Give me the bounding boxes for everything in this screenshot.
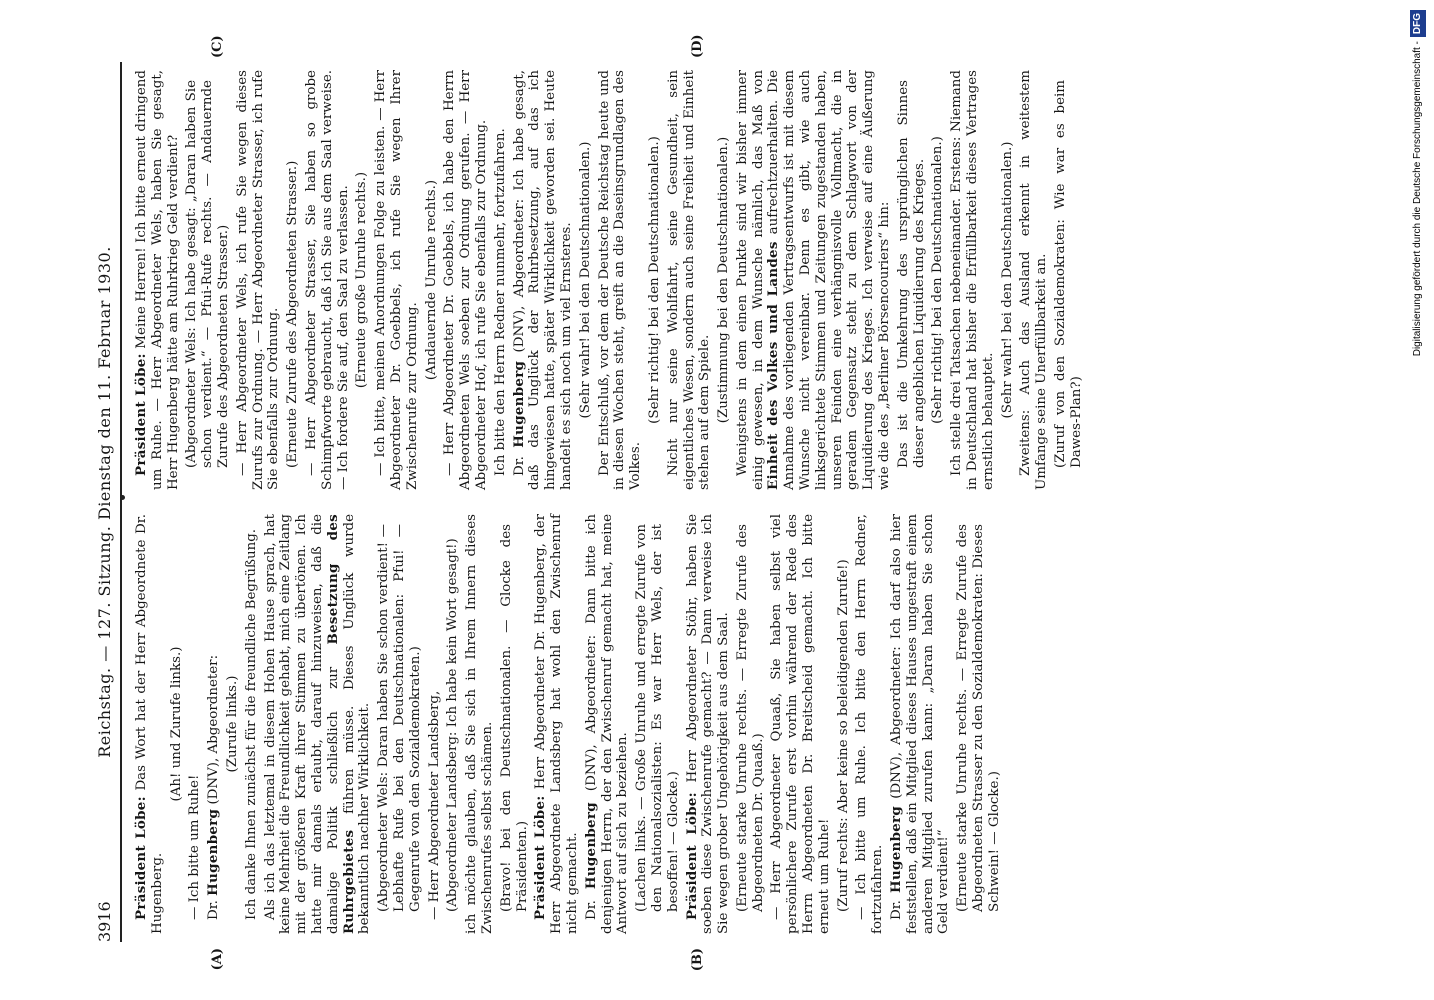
left-column-paragraph: (Zurufe links.) <box>224 675 240 773</box>
left-column-paragraph: Dr. Hugenberg (DNV), Abgeordneter: Dann bitte ich denjenigen Herrn, der den Zwischenruf gemacht hat, meine Antwort auf sich zu beziehen. <box>582 514 631 934</box>
ornament-dot <box>120 495 125 500</box>
right-column-paragraph: (Sehr wahr! bei den Deutschnationalen.) <box>999 141 1015 419</box>
funding-text: Digitalisierung gefördert durch die Deutsche Forschungsgemeinschaft - <box>1412 41 1423 357</box>
right-column-paragraph: Der Entschluß, vor dem der Deutsche Reichstag heute und in diesen Wochen steht, greift an die Daseinsgrundlagen des Volkes. <box>596 70 644 490</box>
right-column-paragraph: (Erneute große Unruhe rechts.) <box>354 171 370 389</box>
right-column-paragraph: Ich bitte den Herrn Redner nunmehr, fortzufahren. <box>492 128 508 476</box>
left-column-paragraph: Ich danke Ihnen zunächst für die freundliche Begrüßung. <box>243 528 259 920</box>
left-column-paragraph: (Erneute starke Unruhe rechts. — Erregte Zurufe des Abgeordneten Strasser zu den Sozialdemokraten: Dieses Schwein! — Glocke.) <box>955 524 1002 912</box>
right-column <box>134 70 1088 490</box>
left-column-paragraph: — Ich bitte um Ruhe! <box>187 774 203 920</box>
left-column-paragraph: — Herr Abgeordneter Landsberg, <box>426 690 442 920</box>
left-column-paragraph: Präsident Löbe: Herr Abgeordneter Stöhr, haben Sie soeben diese Zwischenrufe gemacht? — Dann verweise ich Sie wegen grober Ungehörigkeit aus dem Saal. <box>683 514 732 934</box>
right-column-paragraph: — Herr Abgeordneter Dr. Goebbels, ich habe den Herrn Abgeordneten Wels soeben zur Ordnung gerufen. — Herr Abgeordneter Hof, ich rufe Sie ebenfalls zur Ordnung. <box>442 70 489 490</box>
left-column-paragraph: — Ich bitte um Ruhe. Ich bitte den Herrn Redner, fortzufahren. <box>854 514 886 934</box>
right-column-paragraph: (Sehr richtig! bei den Deutschnationalen.) <box>646 136 662 424</box>
margin-marker-a: (A) <box>210 948 225 971</box>
right-column-paragraph: (Zustimmung bei den Deutschnationalen.) <box>716 136 732 424</box>
right-column-paragraph: — Herr Abgeordneter Wels, ich rufe Sie wegen dieses Zurufs zur Ordnung. — Herr Abgeordneter Strasser, ich rufe Sie ebenfalls zur Ordnung. <box>234 70 282 490</box>
right-column-paragraph: Ich stelle drei Tatsachen nebeneinander. Erstens: Niemand in Deutschland hat bisher die Erfüllbarkeit dieses Vertrages ernstlich behauptet. <box>949 70 996 490</box>
left-column-paragraph: Dr. Hugenberg (DNV), Abgeordneter: <box>205 654 222 920</box>
left-column-paragraph: Präsident Löbe: Herr Abgeordneter Dr. Hugenberg, der Herr Abgeordnete Landsberg hat wohl den Zwischenruf nicht gemacht. <box>532 514 580 934</box>
dfg-logo: DFG <box>1410 10 1426 37</box>
right-column-paragraph: Wenigstens in dem einen Punkte sind wir bisher immer einig gewesen, in dem Wunsche nämlich, das Maß von Einheit des Volkes und Landes aufrechtzuerhalten. Die Annahme des vorliegenden Vertragsentwurfs ist mit diesem Wunsche nicht vereinbar. Denn es gibt, wie auch linksgerichtete Stimmen und Zeitungen zugestanden haben, unseren Feinden eine verhängnisvolle Vollmacht, die in geradem Gegensatz steht zu dem Schlagwort von der Liquidierung des Krieges. Ich verweise auf eine Äußerung wie die des „Berliner Börsencouriers“ hin: <box>734 70 893 490</box>
left-column-paragraph: (Erneute starke Unruhe rechts. — Erregte Zurufe des Abgeordneten Dr. Quaaß.) <box>734 524 766 912</box>
margin-marker-b: (B) <box>690 948 705 972</box>
funding-note <box>1410 10 1426 990</box>
right-column-paragraph: — Herr Abgeordneter Strasser, Sie haben so grobe Schimpfworte gebraucht, daß ich Sie aus dem Saal verweise. — Ich fordere Sie auf, den Saal zu verlassen. <box>303 70 351 490</box>
page-title: Reichstag. — 127. Sitzung. Dienstag den 11. Februar 1930. <box>95 246 114 758</box>
left-column-paragraph: (Bravo! bei den Deutschnationalen. — Glocke des Präsidenten.) <box>498 524 530 912</box>
left-column-paragraph: (Zuruf rechts: Aber keine so beleidigenden Zurufe!) <box>835 559 851 912</box>
left-column <box>134 514 1006 934</box>
right-column-paragraph: (Sehr wahr! bei den Deutschnationalen.) <box>577 141 593 419</box>
left-column-paragraph: ich möchte glauben, daß Sie sich in Ihrem Innern dieses Zwischenrufes selbst schämen. <box>464 514 495 934</box>
page-number: 3916 <box>95 901 114 942</box>
document-page <box>90 34 1320 972</box>
right-column-paragraph: (Sehr richtig! bei den Deutschnationalen.) <box>930 136 946 424</box>
right-column-paragraph: (Erneute Zurufe des Abgeordneten Strasser.) <box>285 160 301 468</box>
right-column-paragraph: Dr. Hugenberg (DNV), Abgeordneter: Ich habe gesagt, daß das Unglück der Ruhrbesetzung, auf das ich hingewiesen hatte, später Wirklichkeit geworden sei. Heute handelt es sich noch um viel Ernsteres. <box>510 70 574 490</box>
margin-marker-d: (D) <box>690 34 705 58</box>
right-column-paragraph: (Zuruf von den Sozialdemokraten: Wie war es beim Dawes-Plan?) <box>1053 80 1084 468</box>
right-column-paragraph: — Ich bitte, meinen Anordnungen Folge zu leisten. — Herr Abgeordneter Dr. Goebbels, ich rufe Sie wegen Ihrer Zwischenrufe zur Ordnung. <box>373 70 420 490</box>
right-column-paragraph: Nicht nur seine Wohlfahrt, seine Gesundheit, sein eigentliches Wesen, sondern auch seine Freiheit und Einheit stehen auf dem Spiele. <box>665 70 713 490</box>
right-column-paragraph: Das ist die Umkehrung des ursprünglichen Sinnes dieser angeblichen Liquidierung des Krieges. <box>895 80 927 468</box>
left-column-paragraph: — Herr Abgeordneter Quaaß, Sie haben selbst viel persönlichere Zurufe erst vorhin während der Rede des Herrn Abgeordneten Dr. Breitscheid gemacht. Ich bitte erneut um Ruhe! <box>769 514 832 934</box>
right-column-paragraph: (Abgeordneter Wels: Ich habe gesagt: „Daran haben Sie schon verdient.“ — Pfui-Rufe rechts. — Andauernde Zurufe des Abgeordneten Strasser.) <box>184 80 231 468</box>
left-column-paragraph: (Abgeordneter Wels: Daran haben Sie schon verdient! — Lebhafte Rufe bei den Deutschnationalen: Pfui! — Gegenrufe von den Sozialdemokraten.) <box>376 524 423 912</box>
left-column-paragraph: (Ah! und Zurufe links.) <box>168 646 184 802</box>
left-column-paragraph: Präsident Löbe: Das Wort hat der Herr Abgeordnete Dr. Hugenberg. <box>133 514 165 934</box>
right-column-paragraph: (Andauernde Unruhe rechts.) <box>423 179 439 381</box>
left-column-paragraph: Dr. Hugenberg (DNV), Abgeordneter: Ich darf also hier feststellen, daß ein Mitglied dieses Hauses ungestraft einem anderen Mitglied zurufen kann: „Daran haben Sie schon Geld verdient!“ <box>888 514 952 934</box>
left-column-paragraph: (Lachen links. — Große Unruhe und erregte Zurufe von den Nationalsozialisten: Es war Herr Wels, der ist besoffen! — Glocke.) <box>634 524 681 912</box>
left-column-paragraph: (Abgeordneter Landsberg: Ich habe kein Wort gesagt!) <box>445 538 461 912</box>
margin-marker-c: (C) <box>210 35 225 58</box>
left-column-paragraph: Als ich das letztemal in diesem Hohen Hause sprach, hat keine Mehrheit die Freundlichkeit gehabt, mich eine Zeitlang mit der größeren Kraft ihrer Stimmen zu übertönen. Ich hatte mir damals erlaubt, darauf hinzuweisen, daß die damalige Politik schließlich zur Besetzung des Ruhrgebietes führen müsse. Dieses Unglück wurde bekanntlich nachher Wirklichkeit. <box>262 514 373 934</box>
page-header <box>90 62 122 942</box>
right-column-paragraph: Präsident Löbe: Meine Herren! Ich bitte erneut dringend um Ruhe. — Herr Abgeordneter Wels, haben Sie gesagt, Herr Hugenberg hätte am Ruhrkrieg Geld verdient? <box>133 70 181 490</box>
sidebar-credit <box>1410 10 1426 990</box>
right-column-paragraph: Zweitens: Auch das Ausland erkennt in weitestem Umfange seine Unerfüllbarkeit an. <box>1018 70 1050 490</box>
